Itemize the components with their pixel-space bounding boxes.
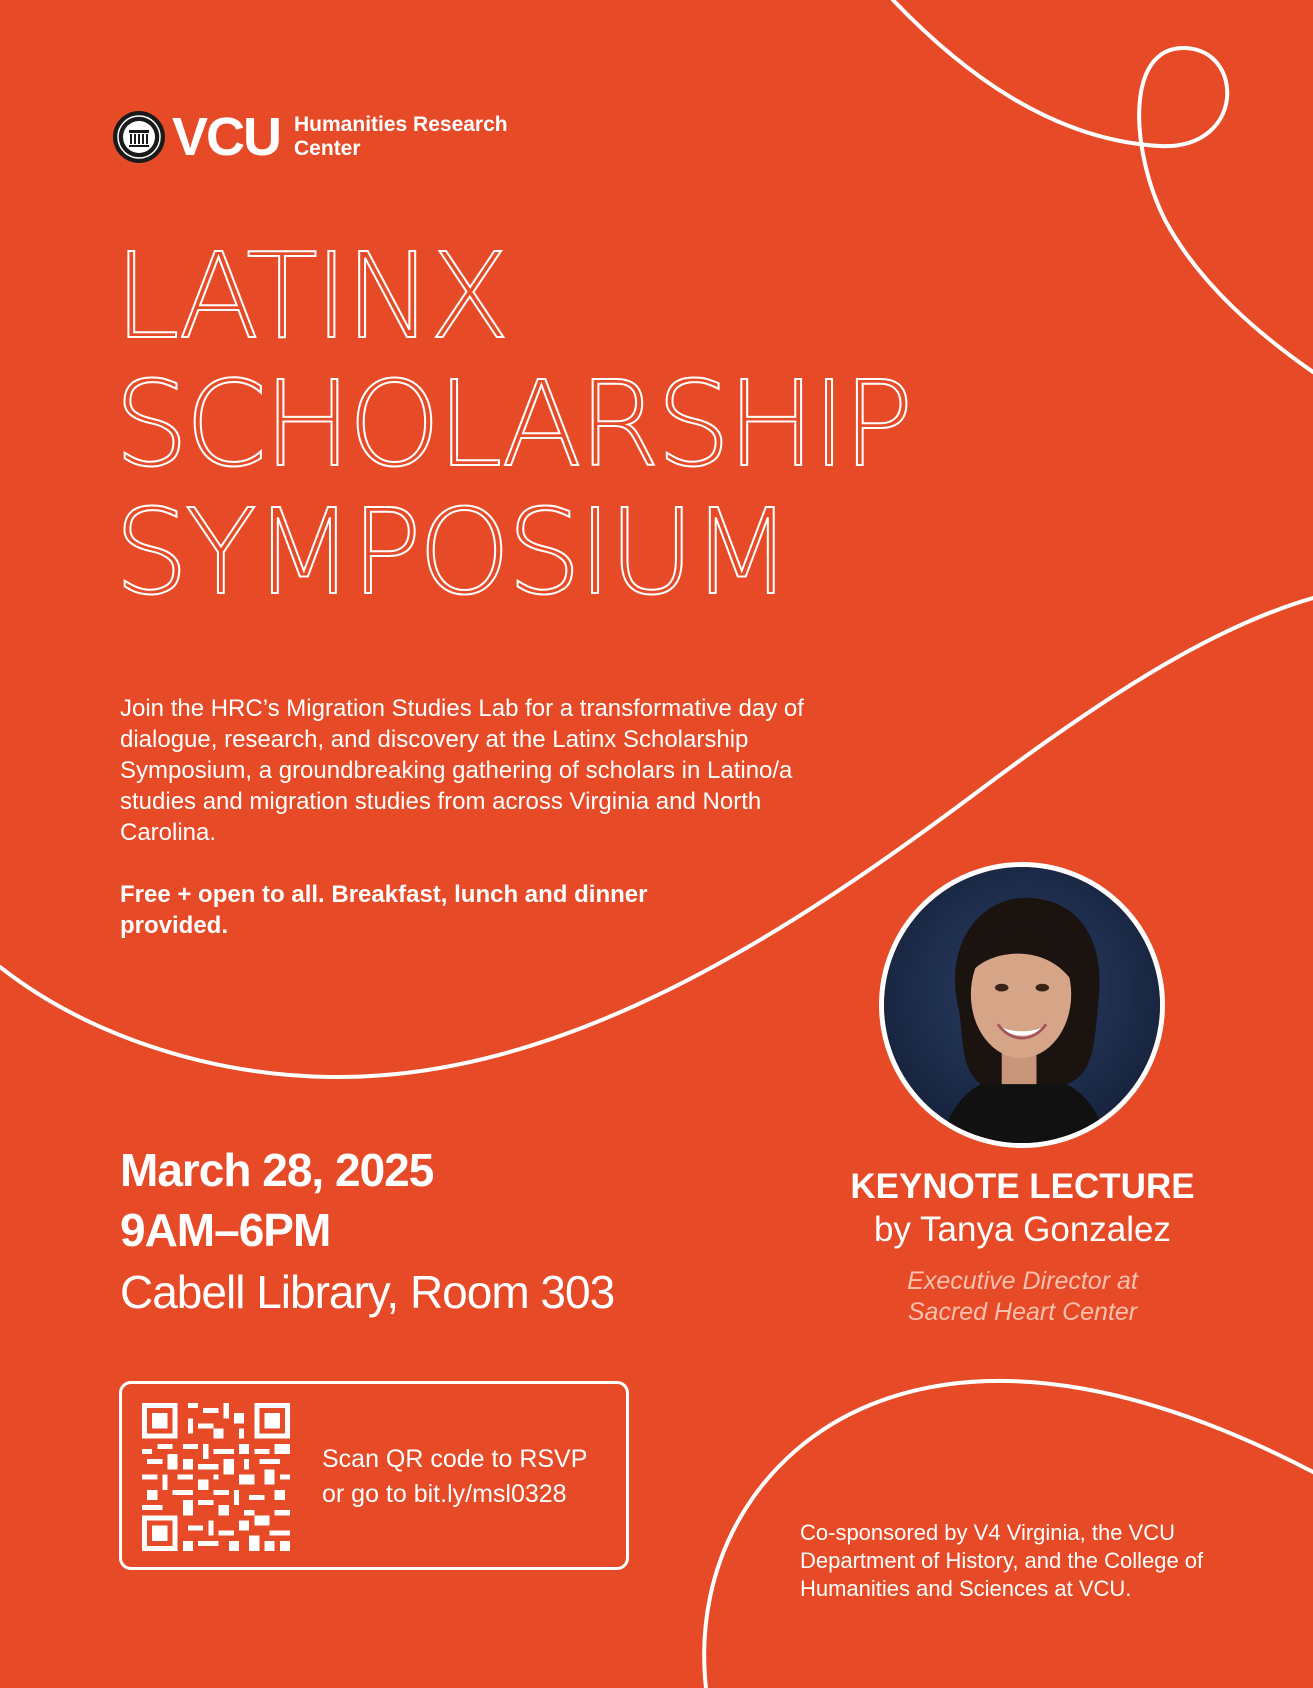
qr-code-icon[interactable] [142, 1403, 290, 1551]
unit-name-line1: Humanities Research [294, 113, 508, 136]
event-time: 9AM–6PM [120, 1204, 331, 1256]
unit-name-line2: Center [294, 137, 361, 160]
speaker-role-line1: Executive Director at [907, 1267, 1138, 1295]
cosponsors-note: Co-sponsored by V4 Virginia, the VCU Department of History, and the College of Humanities and Sciences at VCU. [800, 1520, 1204, 1601]
vcu-wordmark: VCU [172, 107, 281, 167]
keynote-info [800, 1166, 1245, 1328]
top-loop-curve [893, 0, 1313, 372]
event-date: March 28, 2025 [120, 1144, 434, 1196]
intro-paragraph: Join the HRC’s Migration Studies Lab for a transformative day of dialogue, research, and discovery at the Latinx Scholarship Symposium, a groundbreaking gathering of scholars in Latino/a studies and migration studies from across Virginia and North Carolina. [120, 695, 804, 846]
speaker-photo [879, 862, 1165, 1148]
rsvp-instructions [322, 1442, 587, 1512]
rsvp-line1: Scan QR code to RSVP [322, 1445, 588, 1473]
rsvp-link[interactable]: or go to bit.ly/msl0328 [322, 1480, 567, 1508]
title-line3: SYMPOSIUM [114, 483, 789, 621]
event-details [120, 1140, 614, 1322]
title-line2: SCHOLARSHIP [114, 355, 910, 493]
speaker-role-line2: Sacred Heart Center [907, 1298, 1138, 1326]
vcu-seal-icon [112, 110, 166, 164]
rsvp-box [119, 1381, 629, 1570]
keynote-label: KEYNOTE LECTURE [850, 1167, 1195, 1206]
vcu-logo [112, 108, 508, 166]
speaker-portrait [884, 867, 1160, 1143]
event-venue: Cabell Library, Room 303 [120, 1266, 615, 1318]
free-note: Free + open to all. Breakfast, lunch and dinner provided. [120, 881, 648, 939]
event-title [114, 227, 910, 621]
unit-name [294, 113, 508, 161]
keynote-speaker: by Tanya Gonzalez [873, 1210, 1172, 1249]
title-line1: LATINX [114, 227, 506, 365]
